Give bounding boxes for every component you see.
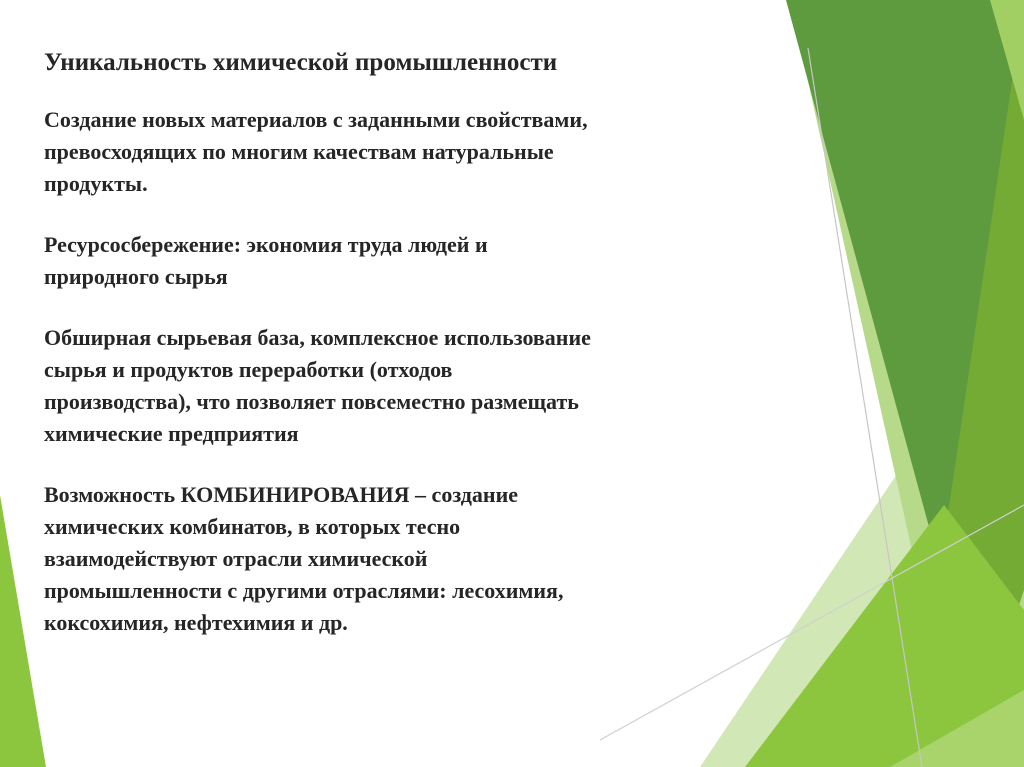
paragraph-line: продукты.: [44, 171, 148, 196]
paragraph-raw-material-base: [44, 322, 784, 450]
paragraph-resource-saving: [44, 229, 784, 293]
paragraph-line: природного сырья: [44, 264, 228, 289]
paragraph-line: Обширная сырьевая база, комплексное использование: [44, 325, 591, 350]
left-green-triangle: [0, 495, 46, 767]
paragraph-line: Возможность КОМБИНИРОВАНИЯ – создание: [44, 482, 519, 507]
paragraph-line: Ресурсосбережение: экономия труда людей и: [44, 232, 488, 257]
paragraph-line: производства), что позволяет повсеместно размещать: [44, 389, 579, 414]
paragraph-line: химических комбинатов, в которых тесно: [44, 514, 461, 539]
paragraph-line: превосходящих по многим качествам натуральные: [44, 139, 554, 164]
paragraph-line: коксохимия, нефтехимия и др.: [44, 610, 348, 635]
paragraph-line: сырья и продуктов переработки (отходов: [44, 357, 453, 382]
paragraph-new-materials: [44, 104, 784, 200]
paragraph-line: промышленности с другими отраслями: лесохимия,: [44, 578, 564, 603]
paragraph-line: Создание новых материалов с заданными свойствами,: [44, 107, 588, 132]
paragraph-line: взаимодействуют отрасли химической: [44, 546, 428, 571]
slide-title: Уникальность химической промышленности: [44, 49, 558, 76]
paragraph-line: химические предприятия: [44, 421, 299, 446]
content-block: [44, 46, 784, 668]
paragraph-combination: [44, 479, 784, 639]
